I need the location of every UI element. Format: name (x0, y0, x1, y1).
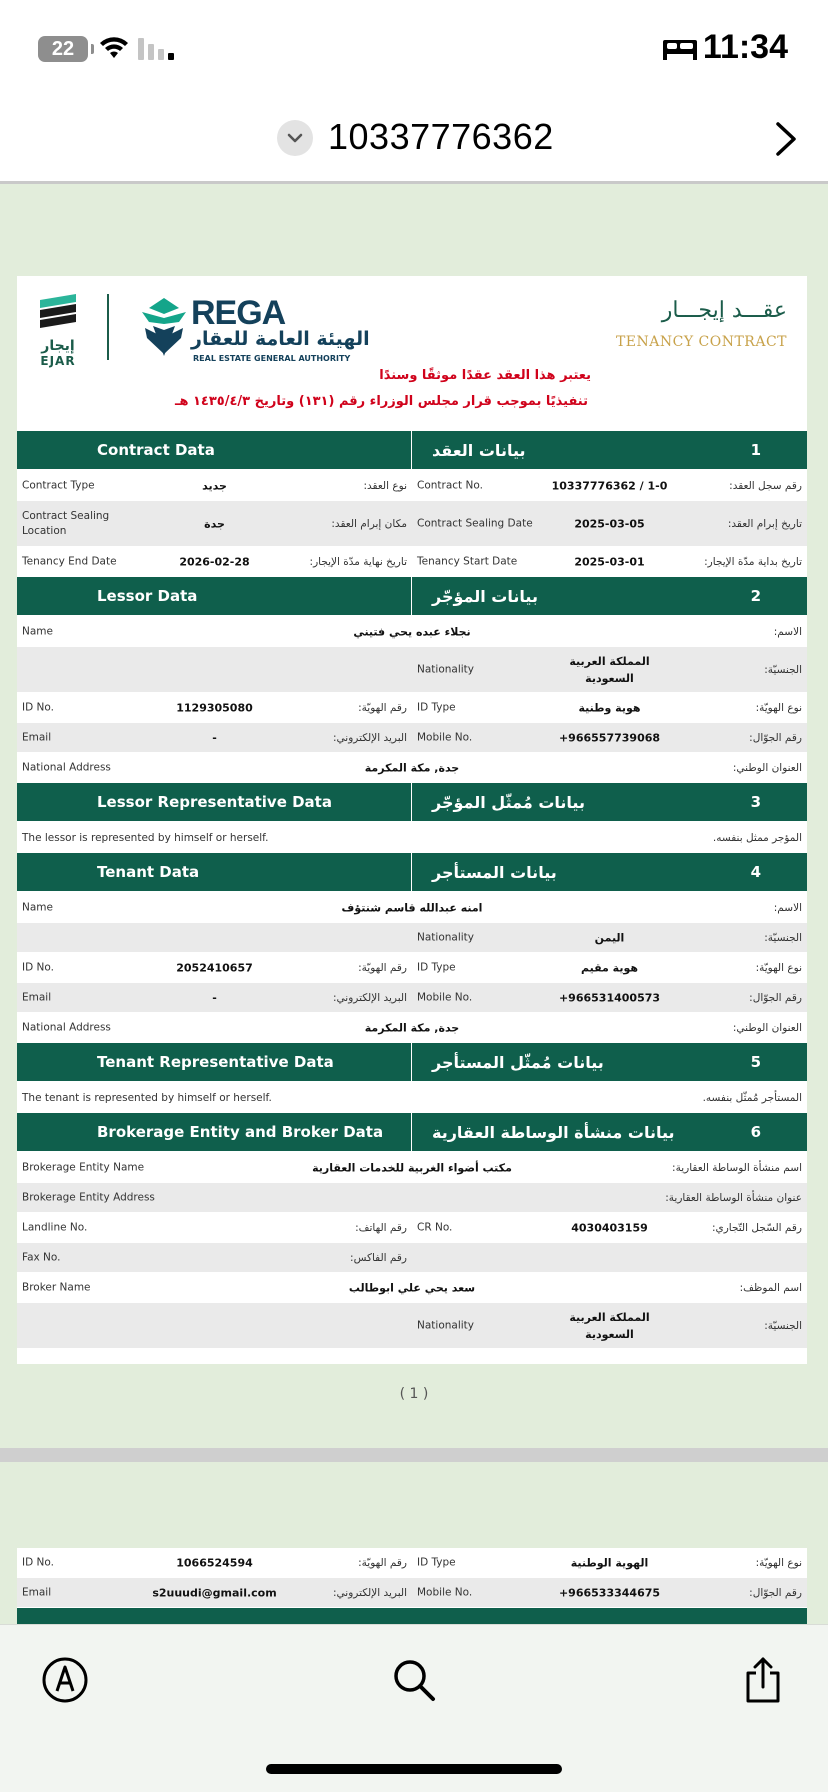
rega-brand: REGA (191, 294, 286, 332)
search-icon (389, 1655, 439, 1705)
brokerage-entity-value: مكتب أضواء الغربية للخدمات العقارية (312, 1161, 512, 1174)
field-label-ar: رقم الجوّال: (749, 991, 802, 1004)
broker-id-type-value: الهوية الوطنية (570, 1556, 649, 1569)
field-label: Nationality (417, 1319, 475, 1331)
rega-english-name: REAL ESTATE GENERAL AUTHORITY (193, 354, 351, 363)
table-row (17, 1273, 807, 1303)
field-label-ar: رقم الهاتف: (355, 1221, 407, 1234)
field-label: Contract Type (22, 479, 95, 491)
field-label: National Address (22, 761, 111, 773)
table-row (17, 1213, 807, 1243)
cellular-signal-icon (138, 38, 178, 60)
section-header-lessor-rep (17, 783, 807, 823)
rega-logo (139, 294, 370, 364)
tenant-email-value: - (212, 991, 217, 1004)
table-row (17, 723, 807, 753)
section-title-ar: بيانات مُمثّل المستأجر (432, 1052, 604, 1072)
section-number: 2 (750, 587, 761, 605)
legal-note-line-2: تنفيذيًا بموجب قرار مجلس الوزراء رقم (١٣١) وتاريخ ١٤٣٥/٤/٣ هـ (175, 394, 588, 409)
field-label-ar: رقم الفاكس: (350, 1251, 407, 1264)
field-label: Contract Sealing Date (417, 517, 533, 529)
field-label: ID Type (417, 961, 456, 973)
section-title-ar: بيانات المستأجر (432, 862, 557, 882)
markup-button[interactable] (40, 1655, 90, 1705)
section-number: 6 (750, 1123, 761, 1141)
battery-level: 22 (51, 37, 75, 60)
note-en: The lessor is represented by himself or herself. (22, 832, 269, 844)
field-label: Email (22, 731, 52, 743)
tenant-mobile-value[interactable]: +966531400573 (558, 991, 661, 1004)
table-row (17, 953, 807, 983)
lessor-mobile-value[interactable]: +966557739068 (558, 731, 661, 744)
lessor-id-value: 1129305080 (176, 701, 253, 714)
field-label: Email (22, 1586, 52, 1598)
table-row (17, 1183, 807, 1213)
section-title-en: Tenant Representative Data (17, 1043, 412, 1081)
home-indicator[interactable] (266, 1764, 562, 1774)
section-header-broker (17, 1113, 807, 1153)
tenancy-title-english: TENANCY CONTRACT (615, 334, 787, 350)
section-number: 4 (750, 863, 761, 881)
contract-no-value: 10337776362 / 1-0 (551, 479, 668, 492)
note-en: The tenant is represented by himself or herself. (22, 1092, 272, 1104)
tenant-rep-note (17, 1083, 807, 1113)
table-row (17, 1578, 807, 1608)
table-row (17, 1243, 807, 1273)
palm-emblem-icon (139, 294, 189, 360)
field-label: Contract Sealing Location (22, 509, 110, 537)
section-title-en: Contract Data (17, 431, 412, 469)
table-row (17, 1548, 807, 1578)
field-label: Tenancy End Date (22, 555, 117, 567)
table-row (17, 923, 807, 953)
field-label: Email (22, 991, 52, 1003)
lessor-id-type-value: هوية وطنية (578, 701, 641, 714)
section-title-en: Tenant Data (17, 853, 412, 891)
field-label-ar: العنوان الوطني: (732, 761, 802, 774)
section-title-en: Brokerage Entity and Broker Data (17, 1113, 412, 1151)
logo-divider (107, 294, 109, 360)
page-separator (0, 1448, 828, 1462)
section-title-ar: بيانات مُمثّل المؤجّر (432, 792, 585, 812)
field-label-ar: نوع الهويّة: (755, 961, 802, 974)
ejar-english-label: EJAR (40, 354, 76, 368)
field-label-ar: رقم الهويّة: (358, 701, 407, 714)
table-row (17, 501, 807, 547)
field-label: Mobile No. (417, 731, 473, 743)
document-title: 10337776362 (328, 116, 554, 157)
field-label-ar: نوع الهويّة: (755, 701, 802, 714)
sealing-date-value: 2025-03-05 (574, 517, 645, 530)
field-label-ar: رقم سجل العقد: (729, 479, 802, 492)
tenant-name-value: امنه عبدالله قاسم شنتؤف (341, 901, 483, 914)
field-label: ID No. (22, 701, 54, 713)
field-label-ar: تاريخ نهاية مدّة الإيجار: (309, 555, 407, 568)
field-label: ID No. (22, 1556, 54, 1568)
status-bar (0, 0, 828, 90)
navigation-bar (0, 90, 828, 184)
document-page-1[interactable] (17, 276, 807, 1364)
field-label-ar: رقم الهويّة: (358, 961, 407, 974)
chevron-right-icon (766, 116, 802, 162)
lessor-nationality-value: المملكة العربية السعودية (569, 654, 650, 685)
section-header-lessor (17, 577, 807, 617)
section-title-ar: بيانات منشأة الوساطة العقارية (432, 1122, 675, 1142)
page-indicator: ( 1 ) (399, 1386, 429, 1402)
field-label-ar: الجنسيّة: (764, 931, 802, 944)
contract-header (17, 276, 807, 431)
field-label: Brokerage Entity Address (22, 1191, 155, 1203)
field-label-ar: رقم السّجل التّجاري: (711, 1221, 802, 1234)
tenant-id-type-value: هوية مقيم (581, 961, 638, 974)
clock: 11:34 (702, 28, 788, 66)
table-row (17, 547, 807, 577)
field-label: Name (22, 625, 53, 637)
document-page-2[interactable] (17, 1548, 807, 1624)
lessor-email-value: - (212, 731, 217, 744)
lessor-name-value: نجلاء عبده يحي فتيني (353, 625, 471, 638)
rega-arabic-name: الهيئة العامة للعقار (191, 328, 370, 350)
field-label-ar: البريد الإلكتروني: (333, 991, 407, 1004)
field-label: Brokerage Entity Name (22, 1161, 145, 1173)
table-row (17, 753, 807, 783)
broker-email-value[interactable]: s2uuudi@gmail.com (152, 1586, 277, 1599)
field-label-ar: اسم منشأة الوساطة العقارية: (672, 1161, 802, 1174)
field-label-ar: رقم الهويّة: (358, 1556, 407, 1569)
note-ar: المستأجر مُمثّل بنفسه. (702, 1092, 802, 1104)
section-title-ar: بيانات المؤجّر (432, 586, 538, 606)
lessor-address-value: جدة, مكة المكرمة (364, 761, 460, 774)
share-button[interactable] (738, 1655, 788, 1705)
legal-note-line-1: يعتبر هذا العقد عقدًا موثقًا وسندًا (379, 368, 591, 383)
field-label-ar: رقم الجوّال: (749, 731, 802, 744)
field-label: Landline No. (22, 1221, 88, 1233)
tenant-id-value: 2052410657 (176, 961, 253, 974)
tenant-nationality-value: اليمن (594, 931, 625, 944)
field-label: Mobile No. (417, 991, 473, 1003)
field-label-ar: العنوان الوطني: (732, 1021, 802, 1034)
chevron-down-icon (287, 133, 303, 143)
field-label: Mobile No. (417, 1586, 473, 1598)
field-label: ID No. (22, 961, 54, 973)
contract-type-value: جديد (202, 479, 227, 492)
field-label: Name (22, 901, 53, 913)
section-number: 3 (750, 793, 761, 811)
section-number: 1 (750, 441, 761, 459)
field-label: Tenancy Start Date (417, 555, 518, 567)
section-title-en: Lessor Representative Data (17, 783, 412, 821)
field-label-ar: نوع الهويّة: (755, 1556, 802, 1569)
note-ar: المؤجر ممثل بنفسه. (712, 832, 802, 844)
broker-name-value: سعد يحي علي ابوطالب (348, 1281, 476, 1294)
battery-icon (38, 36, 88, 62)
next-document-button[interactable] (766, 116, 802, 162)
ejar-logo (32, 294, 84, 368)
tenancy-end-value: 2026-02-28 (179, 555, 250, 568)
field-label: CR No. (417, 1221, 453, 1233)
table-row (17, 1153, 807, 1183)
field-label: Fax No. (22, 1251, 61, 1263)
field-label-ar: الاسم: (773, 901, 802, 914)
share-icon (738, 1655, 788, 1705)
field-label-ar: تاريخ بداية مدّة الإيجار: (704, 555, 802, 568)
broker-id-value: 1066524594 (176, 1556, 253, 1569)
field-label-ar: عنوان منشأة الوساطة العقارية: (665, 1191, 802, 1204)
field-label: ID Type (417, 701, 456, 713)
table-row (17, 983, 807, 1013)
tenant-address-value: جدة, مكة المكرمة (364, 1021, 460, 1034)
field-label-ar: اسم الموظف: (739, 1281, 802, 1294)
wifi-icon (98, 36, 130, 60)
lessor-rep-note (17, 823, 807, 853)
field-label: Nationality (417, 931, 475, 943)
table-row (17, 1303, 807, 1349)
section-header-tenant (17, 853, 807, 893)
field-label: Nationality (417, 663, 475, 675)
field-label-ar: البريد الإلكتروني: (333, 1586, 407, 1599)
sealing-location-value: جدة (204, 517, 225, 530)
table-row (17, 617, 807, 647)
sleep-mode-icon (662, 36, 698, 60)
table-row (17, 893, 807, 923)
broker-nationality-value: المملكة العربية السعودية (569, 1310, 650, 1341)
section-title-ar: بيانات العقد (432, 440, 526, 460)
tenancy-start-value: 2025-03-01 (574, 555, 645, 568)
field-label-ar: البريد الإلكتروني: (333, 731, 407, 744)
field-label: ID Type (417, 1556, 456, 1568)
table-row (17, 1013, 807, 1043)
table-row (17, 471, 807, 501)
field-label: Contract No. (417, 479, 483, 491)
tenancy-title-arabic: عقـــد إيجـــار (661, 298, 787, 323)
field-label: National Address (22, 1021, 111, 1033)
ejar-mark-icon (36, 294, 80, 332)
broker-mobile-value[interactable]: +966533344675 (558, 1586, 661, 1599)
search-button[interactable] (389, 1655, 439, 1705)
field-label-ar: مكان إبرام العقد: (331, 517, 407, 530)
section-header-tenant-rep (17, 1043, 807, 1083)
field-label-ar: الاسم: (773, 625, 802, 638)
table-row (17, 693, 807, 723)
field-label-ar: نوع العقد: (363, 479, 407, 492)
field-label-ar: الجنسيّة: (764, 1319, 802, 1332)
section-header-partial (17, 1608, 807, 1624)
field-label: Broker Name (22, 1281, 91, 1293)
document-menu-button[interactable] (277, 120, 313, 156)
table-row (17, 647, 807, 693)
field-label-ar: رقم الجوّال: (749, 1586, 802, 1599)
section-number: 5 (750, 1053, 761, 1071)
cr-no-value: 4030403159 (571, 1221, 648, 1234)
ejar-arabic-label: إيجار (41, 338, 75, 354)
field-label-ar: الجنسيّة: (764, 663, 802, 676)
section-title-en: Lessor Data (17, 577, 412, 615)
markup-pen-icon (40, 1655, 90, 1705)
field-label-ar: تاريخ إبرام العقد: (727, 517, 802, 530)
section-header-contract (17, 431, 807, 471)
